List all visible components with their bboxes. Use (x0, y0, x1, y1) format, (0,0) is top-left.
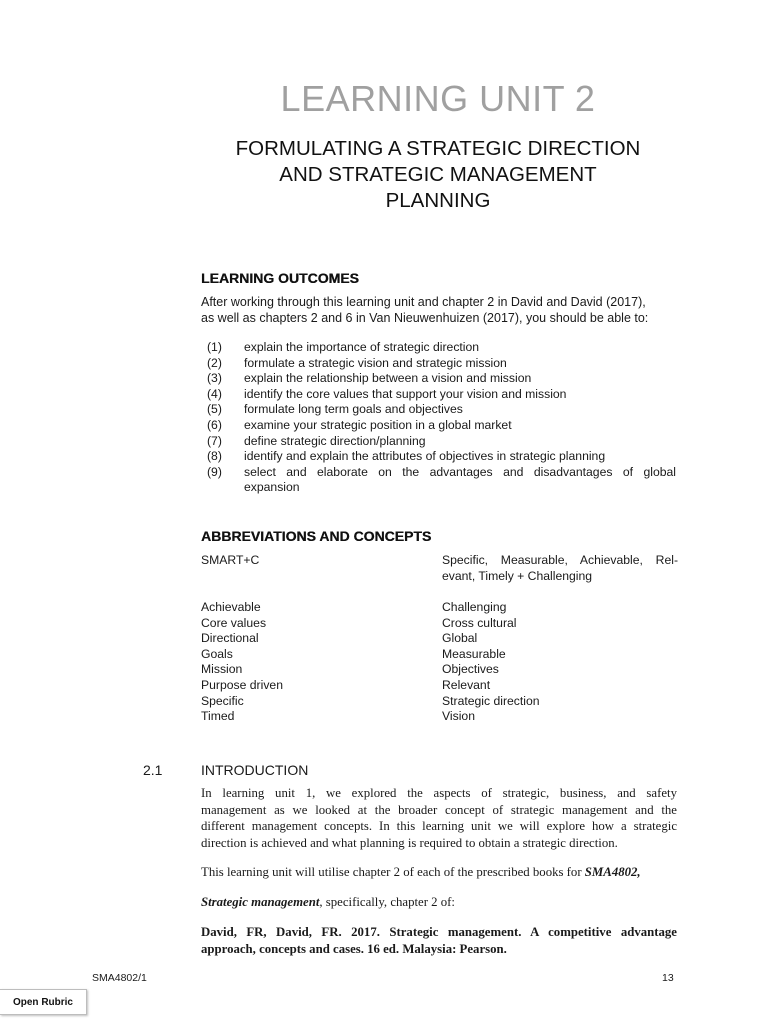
prescribed-books-paragraph (201, 864, 677, 881)
list-item (200, 402, 676, 418)
item-text: identify and explain the attributes of objectives in strategic planning (244, 449, 606, 464)
smart-definition-line: Specific, Measurable, Achievable, Rel- (442, 553, 678, 567)
item-text: define strategic direction/planning (244, 433, 426, 448)
item-number: (6) (207, 418, 222, 432)
concept-term: Timed (201, 709, 235, 724)
list-item (200, 449, 676, 465)
chapter-title-line: PLANNING (385, 189, 491, 212)
paragraph-line: In learning unit 1, we explored the aspects of strategic, business, and safety (201, 786, 677, 800)
abbreviations-heading: ABBREVIATIONS AND CONCEPTS (201, 528, 432, 544)
concept-term: Objectives (442, 662, 499, 677)
item-text: select and elaborate on the advantages and disadvantages of global (244, 464, 676, 479)
item-text: formulate a strategic vision and strategic mission (244, 355, 507, 370)
list-item (200, 387, 676, 403)
chapter-title (200, 136, 676, 214)
chapter-reference-paragraph (201, 894, 677, 911)
learning-outcomes-intro (201, 294, 681, 326)
paragraph-line: different management concepts. In this learning unit we will explore how a strategic (201, 819, 677, 834)
book-reference (201, 924, 677, 957)
smart-term: SMART+C (201, 553, 260, 567)
item-text: formulate long term goals and objectives (244, 402, 463, 417)
introduction-heading: INTRODUCTION (201, 762, 309, 778)
item-number: (2) (207, 355, 222, 370)
section-number: 2.1 (143, 762, 163, 778)
list-item (200, 356, 676, 372)
concept-term: Global (442, 631, 478, 646)
smart-definition-line: evant, Timely + Challenging (442, 568, 593, 583)
concept-term: Mission (201, 662, 243, 677)
module-code-emphasis: SMA4802, (584, 865, 641, 879)
concept-term: Strategic direction (442, 693, 540, 708)
module-code: SMA4802/1 (92, 972, 147, 984)
smart-definition (442, 553, 678, 584)
concept-list-left (201, 600, 283, 725)
item-text: explain the importance of strategic direction (244, 340, 480, 354)
item-text: identify the core values that support your vision and mission (244, 386, 567, 401)
item-text: explain the relationship between a vision and mission (244, 371, 532, 386)
item-number: (5) (207, 402, 222, 417)
item-text: examine your strategic position in a global market (244, 418, 512, 432)
item-number: (8) (207, 449, 222, 464)
open-rubric-button[interactable]: Open Rubric (0, 989, 87, 1015)
list-item (200, 465, 676, 481)
concept-term: Purpose driven (201, 677, 283, 692)
paragraph-line: management as we looked at the broader concept of strategic management and the (201, 802, 677, 817)
list-item (200, 434, 676, 450)
concept-term: Achievable (201, 600, 261, 614)
item-text: expansion (244, 480, 300, 495)
item-number: (9) (207, 464, 222, 479)
list-item (200, 340, 676, 356)
item-number: (4) (207, 386, 222, 401)
list-item (200, 418, 676, 434)
list-item-continuation (200, 480, 676, 496)
item-number: (3) (207, 371, 222, 386)
item-number: (7) (207, 433, 222, 448)
page-number: 13 (662, 972, 674, 984)
chapter-title-line: AND STRATEGIC MANAGEMENT (279, 163, 597, 186)
concept-list-right (442, 600, 540, 725)
intro-line: as well as chapters 2 and 6 in Van Nieuwenhuizen (2017), you should be able to: (201, 311, 649, 325)
book-title-emphasis: Strategic management (201, 895, 320, 909)
item-number: (1) (207, 340, 222, 354)
learning-outcomes-heading: LEARNING OUTCOMES (201, 270, 359, 286)
concept-term: Cross cultural (442, 615, 517, 630)
concept-term: Specific (201, 693, 244, 708)
list-item (200, 371, 676, 387)
reference-line: David, FR, David, FR. 2017. Strategic management. A competitive advantage (201, 925, 677, 939)
concept-term: Challenging (442, 600, 507, 614)
chapter-title-line: FORMULATING A STRATEGIC DIRECTION (235, 137, 641, 160)
reference-line: approach, concepts and cases. 16 ed. Malaysia: Pearson. (201, 941, 507, 956)
intro-line: After working through this learning unit and chapter 2 in David and David (2017), (201, 295, 646, 309)
concept-term: Measurable (442, 646, 506, 661)
concept-term: Vision (442, 709, 475, 724)
concept-term: Core values (201, 615, 267, 630)
introduction-paragraph (201, 785, 677, 851)
unit-title: LEARNING UNIT 2 (280, 78, 596, 119)
paragraph-text: This learning unit will utilise chapter 2 of each of the prescribed books for (201, 865, 585, 879)
concept-term: Goals (201, 646, 233, 661)
paragraph-text: , specifically, chapter 2 of: (319, 895, 455, 909)
concept-term: Relevant (442, 677, 491, 692)
paragraph-line: direction is achieved and what planning is required to obtain a strategic direction. (201, 835, 618, 850)
concept-term: Directional (201, 631, 259, 646)
